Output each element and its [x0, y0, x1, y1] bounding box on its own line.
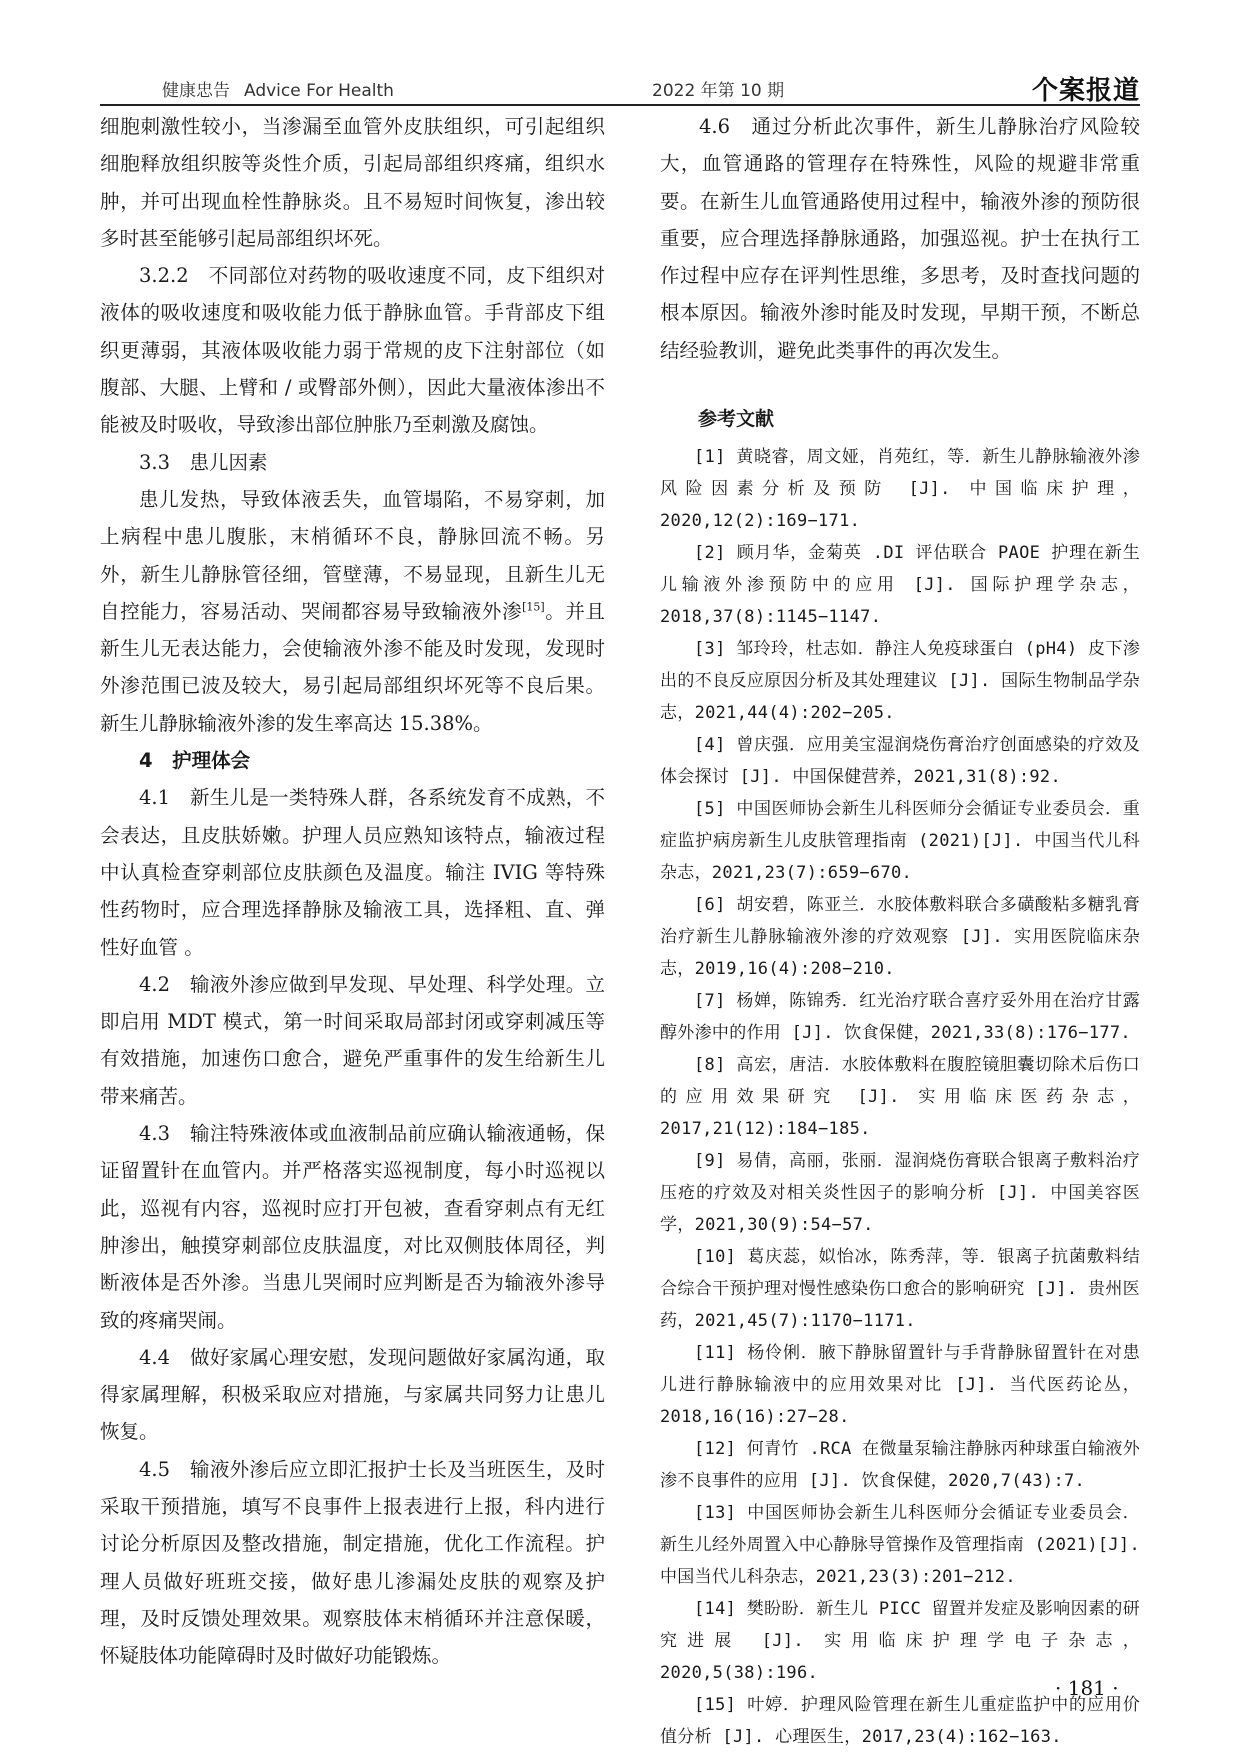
reference-item: [13] 中国医师协会新生儿科医师分会循证专业委员会．新生儿经外周置入中心静脉导管操作及管理指南 (2021)[J]. 中国当代儿科杂志，2021,23(3):201−212. — [660, 1503, 1140, 1588]
issue-label: 2022 年第 10 期 — [652, 81, 785, 101]
reference-item: [5] 中国医师协会新生儿科医师分会循证专业委员会．重症监护病房新生儿皮肤管理指南 (2021)[J]. 中国当代儿科杂志，2021,23(7):659−670. — [660, 799, 1140, 884]
paragraph-3-3 — [100, 481, 605, 742]
citation-15: [15] — [522, 600, 545, 614]
section-title: 个案报道 — [1031, 76, 1140, 106]
paragraph-4-5: 4.5 输液外渗后应立即汇报护士长及当班医生，及时采取干预措施，填写不良事件上报表进行上报，科内进行讨论分析原因及整改措施，制定措施，优化工作流程。护理人员做好班班交接，做好患儿渗漏处皮肤的观察及护理，及时反馈处理效果。观察肢体末梢循环并注意保暖，怀疑肢体功能障碍时及时做好功能锻炼。 — [100, 1457, 605, 1668]
heading-4: 4 护理体会 — [139, 749, 251, 773]
references-title: 参考文献 — [698, 408, 775, 431]
reference-item: [6] 胡安碧，陈亚兰．水胶体敷料联合多磺酸粘多糖乳膏治疗新生儿静脉输液外渗的疗效观察 [J]. 实用医院临床杂志，2019,16(4):208−210. — [660, 895, 1140, 980]
paragraph-3-2-2: 3.2.2 不同部位对药物的吸收速度不同，皮下组织对液体的吸收速度和吸收能力低于静脉血管。手背部皮下组织更薄弱，其液体吸收能力弱于常规的皮下注射部位（如腹部、大腿、上臂和 / 或臀部外侧），因此大量液体渗出不能被及时吸收，导致渗出部位肿胀乃至刺激及腐蚀。 — [100, 264, 605, 437]
paragraph-4-2: 4.2 输液外渗应做到早发现、早处理、科学处理。立即启用 MDT 模式，第一时间采取局部封闭或穿刺减压等有效措施，加速伤口愈合，避免严重事件的发生给新生儿带来痛苦。 — [100, 972, 605, 1108]
page-header — [162, 70, 1140, 104]
paragraph-4-3: 4.3 输注特殊液体或血液制品前应确认输液通畅，保证留置针在血管内。并严格落实巡视制度，每小时巡视以此，巡视有内容，巡视时应打开包被，查看穿刺点有无红肿渗出，触摸穿刺部位皮肤温度，对比双侧肢体周径，判断液体是否外渗。当患儿哭闹时应判断是否为输液外渗导致的疼痛哭闹。 — [100, 1122, 605, 1332]
reference-item: [15] 叶婷．护理风险管理在新生儿重症监护中的应用价值分析 [J]. 心理医生，2017,23(4):162−163. — [660, 1695, 1140, 1748]
journal-name-cn: 健康忠告 — [162, 81, 230, 101]
paragraph-4-1: 4.1 新生儿是一类特殊人群，各系统发育不成熟，不会表达，且皮肤娇嫩。护理人员应熟知该特点，输液过程中认真检查穿刺部位皮肤颜色及温度。输注 IVIG 等特殊性药物时，应合理选择静脉及输液工具，选择粗、直、弹性好血管 。 — [100, 786, 605, 959]
references-list — [660, 441, 1140, 1753]
reference-item: [8] 高宏，唐洁．水胶体敷料在腹腔镜胆囊切除术后伤口的应用效果研究 [J]. 实用临床医药杂志，2017,21(12):184−185. — [660, 1055, 1140, 1140]
reference-item: [10] 葛庆蕊，姒怡冰，陈秀萍，等．银离子抗菌敷料结合综合干预护理对慢性感染伤口愈合的影响研究 [J]. 贵州医药，2021,45(7):1170−1171. — [660, 1247, 1140, 1332]
reference-item: [11] 杨伶俐．腋下静脉留置针与手背静脉留置针在对患儿进行静脉输液中的应用效果对比 [J]. 当代医药论丛，2018,16(16):27−28. — [660, 1343, 1140, 1428]
heading-3-3: 3.3 患儿因素 — [139, 450, 268, 474]
paragraph-4-6: 4.6 通过分析此次事件，新生儿静脉治疗风险较大，血管通路的管理存在特殊性，风险的规避非常重要。在新生儿血管通路使用过程中，输液外渗的预防很重要，应合理选择静脉通路，加强巡视。护士在执行工作过程中应存在评判性思维，多思考，及时查找问题的根本原因。输液外渗时能及时发现，早期干预，不断总结经验教训，避免此类事件的再次发生。 — [660, 115, 1140, 362]
paragraph-4-4: 4.4 做好家属心理安慰，发现问题做好家属沟通，取得家属理解，积极采取应对措施，与家属共同努力让患儿恢复。 — [100, 1345, 605, 1444]
reference-item: [2] 顾月华，金菊英 .DI 评估联合 PAOE 护理在新生儿输液外渗预防中的应用 [J]. 国际护理学杂志，2018,37(8):1145−1147. — [660, 543, 1140, 628]
reference-item: [7] 杨婵，陈锦秀．红光治疗联合喜疗妥外用在治疗甘露醇外渗中的作用 [J]. 饮食保健，2021,33(8):176−177. — [660, 991, 1140, 1044]
journal-name-en: Advice For Health — [244, 81, 394, 101]
paragraph-continued: 细胞刺激性较小，当渗漏至血管外皮肤组织，可引起组织细胞释放组织胺等炎性介质，引起局部组织疼痛，组织水肿，并可出现血栓性静脉炎。且不易短时间恢复，渗出较多时甚至能够引起局部组织坏死。 — [100, 115, 605, 250]
journal-name — [162, 76, 394, 101]
reference-item: [1] 黄晓睿，周文娅，肖苑红，等．新生儿静脉输液外渗风险因素分析及预防 [J]. 中国临床护理，2020,12(2):169−171. — [660, 447, 1140, 532]
page-number: · 181 · — [1055, 1676, 1119, 1700]
reference-item: [9] 易倩，高丽，张丽．湿润烧伤膏联合银离子敷料治疗压疮的疗效及对相关炎性因子的影响分析 [J]. 中国美容医学，2021,30(9):54−57. — [660, 1151, 1140, 1236]
reference-item: [14] 樊盼盼．新生儿 PICC 留置并发症及影响因素的研究进展 [J]. 实用临床护理学电子杂志，2020,5(38):196. — [660, 1599, 1140, 1684]
paragraph-3-3-text-b: 。并且新生儿无表达能力，会使输液外渗不能及时发现，发现时外渗范围已波及较大，易引起局部组织坏死等不良后果。新生儿静脉输液外渗的发生率高达 15.38%。 — [100, 599, 605, 735]
right-column — [660, 108, 1140, 1753]
header-rule — [100, 104, 1140, 106]
left-column — [100, 108, 605, 1674]
reference-item: [4] 曾庆强．应用美宝湿润烧伤膏治疗创面感染的疗效及体会探讨 [J]. 中国保健营养，2021,31(8):92. — [660, 735, 1140, 788]
paragraph-3-3-text-a: 患儿发热，导致体液丢失，血管塌陷，不易穿刺，加上病程中患儿腹胀，末梢循环不良，静脉回流不畅。另外，新生儿静脉管径细，管壁薄，不易显现，且新生儿无自控能力，容易活动、哭闹都容易导致输液外渗 — [100, 487, 605, 623]
reference-item: [12] 何青竹 .RCA 在微量泵输注静脉丙种球蛋白输液外渗不良事件的应用 [J]. 饮食保健，2020,7(43):7. — [660, 1439, 1140, 1492]
reference-item: [3] 邹玲玲，杜志如．静注人免疫球蛋白 (pH4) 皮下渗出的不良反应原因分析及其处理建议 [J]. 国际生物制品学杂志，2021,44(4):202−205. — [660, 639, 1140, 724]
